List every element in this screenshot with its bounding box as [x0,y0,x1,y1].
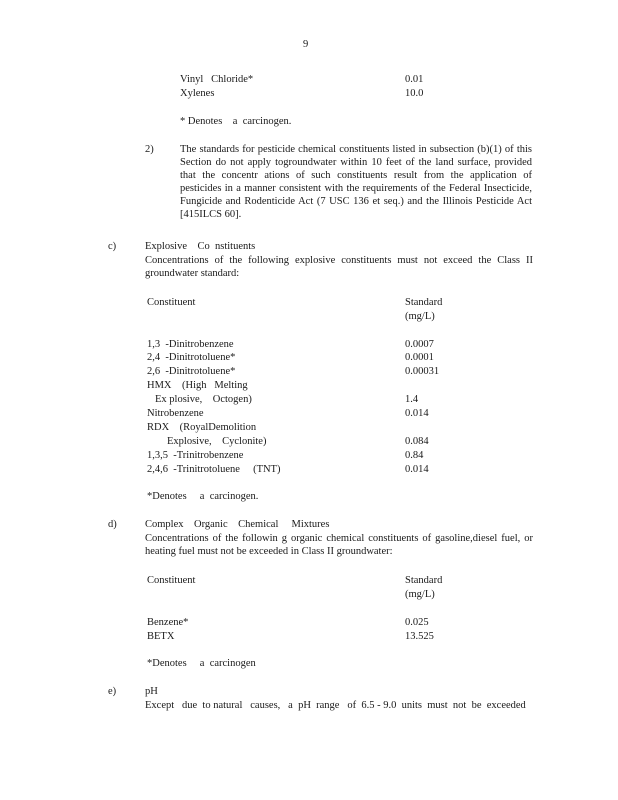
column-header-unit: (mg/L) [405,589,435,600]
section-text: Except due to natural causes, a pH range of 6.5 - 9.0 units must not be exceeded [145,700,526,711]
table-row-name: Ex plosive, Octogen) [155,394,252,405]
table-row-name: RDX (RoyalDemolition [147,422,257,433]
section-label: c) [108,241,117,252]
table-row-name: Benzene* [147,617,189,628]
table-row-value: 0.014 [405,464,429,475]
table-row-value: 0.084 [405,436,429,447]
table-row-value: 0.0001 [405,352,434,363]
constituent-name: Xylenes [180,88,215,99]
table-row-value: 0.0007 [405,339,434,350]
page-number: 9 [303,39,309,50]
carcinogen-note: *Denotes a carcinogen. [147,491,259,502]
table-row-value: 0.00031 [405,366,440,377]
carcinogen-note: *Denotes a carcinogen [147,658,256,669]
section-title: Complex Organic Chemical Mixtures [145,519,330,530]
table-row-value: 0.84 [405,450,424,461]
table-row-name: Explosive, Cyclonite) [167,436,267,447]
column-header-standard: Standard [405,575,443,586]
column-header-standard: Standard [405,297,443,308]
section-title: Explosive Co nstituents [145,241,256,252]
column-header-constituent: Constituent [147,297,196,308]
pesticide-paragraph: The standards for pesticide chemical constituents listed in subsection (b)(1) of this Section do not apply togroundwater within 10 feet of the land surface, provided that the concentr ations of such constituents result from the application of pesticides in a manner consistent with the requirements of the Federal Insecticide, Fungicide and Rodenticide Act (7 USC 136 et seq.) and the Illinois Pesticide Act [415ILCS 60]. [180,144,532,220]
table-row-name: BETX [147,631,175,642]
table-row-value: 0.014 [405,408,429,419]
table-row-value: 0.025 [405,617,429,628]
list-label: 2) [145,144,154,155]
section-intro: Concentrations of the following explosive constituents must not exceed the Class II groundwater standard: [145,255,533,279]
table-row-name: 2,4,6 -Trinitrotoluene (TNT) [147,464,281,475]
table-row-name: 1,3,5 -Trinitrobenzene [147,450,244,461]
table-row-name: 2,6 -Dinitrotoluene* [147,366,236,377]
table-row-name: 2,4 -Dinitrotoluene* [147,352,236,363]
table-row-value: 1.4 [405,394,419,405]
constituent-value: 0.01 [405,74,424,85]
column-header-constituent: Constituent [147,575,196,586]
table-row-name: Nitrobenzene [147,408,204,419]
table-row-value: 13.525 [405,631,434,642]
constituent-value: 10.0 [405,88,424,99]
column-header-unit: (mg/L) [405,311,435,322]
section-intro: Concentrations of the followin g organic chemical constituents of gasoline,diesel fuel, or heating fuel must not be exceeded in Class II groundwater: [145,533,533,557]
section-title: pH [145,686,158,697]
table-row-name: 1,3 -Dinitrobenzene [147,339,234,350]
table-row-name: HMX (High Melting [147,380,248,391]
section-label: e) [108,686,117,697]
constituent-name: Vinyl Chloride* [180,74,254,85]
section-label: d) [108,519,117,530]
carcinogen-note: * Denotes a carcinogen. [180,116,292,127]
